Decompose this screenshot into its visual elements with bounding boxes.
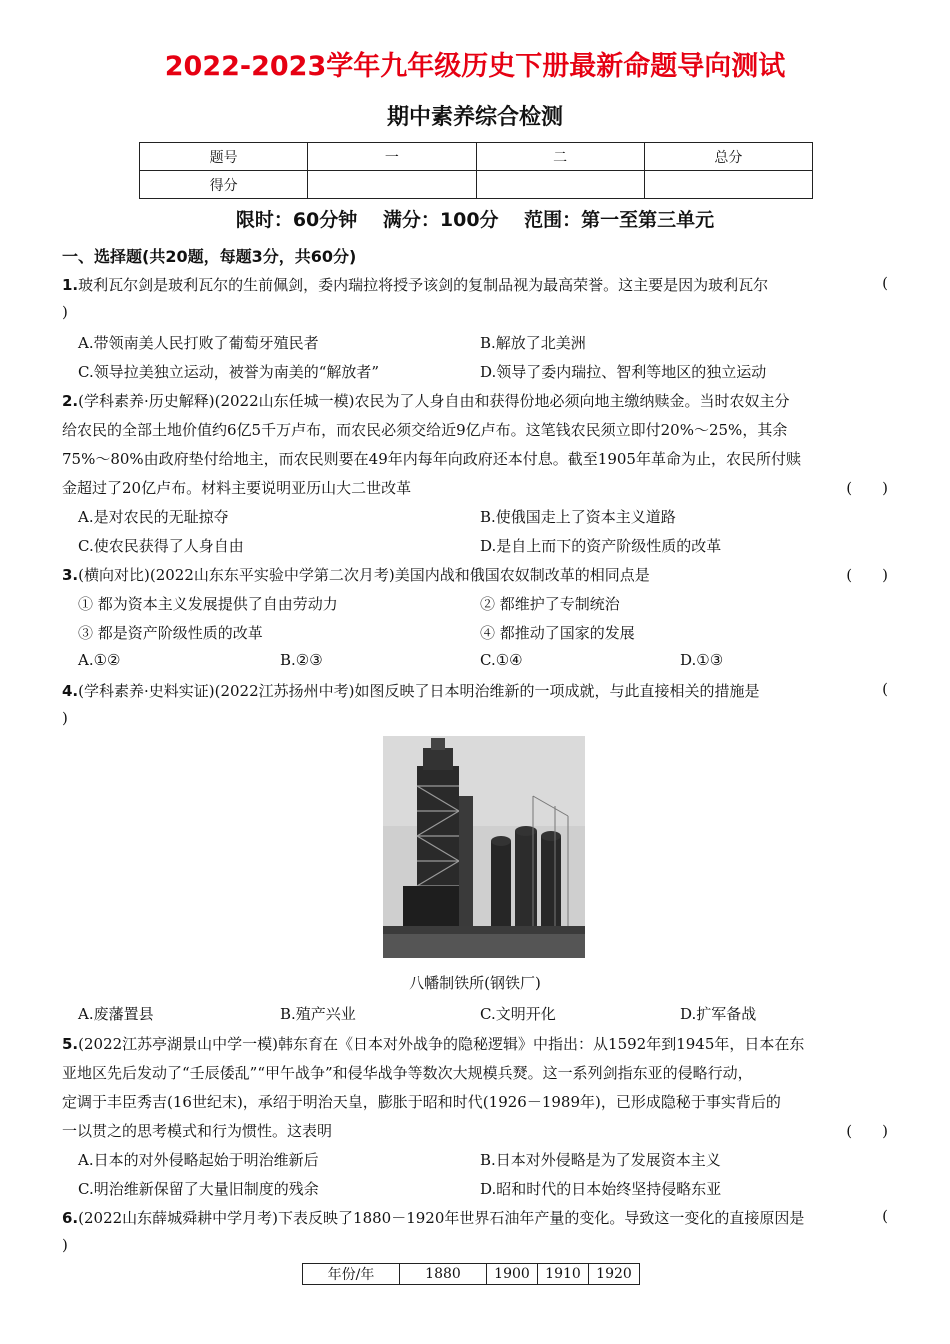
score-cell: 二 bbox=[476, 143, 644, 171]
option-d[interactable]: D.是自上而下的资产阶级性质的改革 bbox=[480, 537, 722, 555]
option-d[interactable]: D.①③ bbox=[680, 651, 724, 669]
option-d[interactable]: D.领导了委内瑞拉、智利等地区的独立运动 bbox=[480, 363, 767, 381]
figure-caption: 八幡制铁所(钢铁厂) bbox=[409, 974, 541, 992]
exam-info: 限时：60分钟 满分：100分 范围：第一至第三单元 bbox=[235, 209, 715, 231]
question-number: 5. bbox=[62, 1035, 79, 1053]
answer-bracket-close: ) bbox=[62, 1236, 68, 1254]
question-text-line: 亚地区先后发动了“壬辰倭乱”“甲午战争”和侵华战争等数次大规模兵燹。这一系列剑指东亚的侵略行动， bbox=[62, 1064, 753, 1082]
oil-production-table bbox=[302, 1263, 640, 1285]
question-text-line: 给农民的全部土地价值约6亿5千万卢布，而农民必须交给近9亿卢布。这笔钱农民须立即付20%～25%，其余 bbox=[62, 421, 788, 439]
option-a[interactable]: A.废藩置县 bbox=[78, 1005, 154, 1023]
score-input-cell[interactable] bbox=[308, 171, 476, 199]
answer-bracket-close: ) bbox=[62, 709, 68, 727]
score-cell: 题号 bbox=[140, 143, 308, 171]
table-header-cell: 1880 bbox=[400, 1264, 487, 1285]
question-text: 金超过了20亿卢布。材料主要说明亚历山大二世改革 bbox=[62, 479, 412, 497]
option-c[interactable]: C.①④ bbox=[480, 651, 523, 669]
answer-bracket-open: ( bbox=[882, 680, 888, 698]
question-text: (2022江苏亭湖景山中学一模)韩东育在《日本对外战争的隐秘逻辑》中指出：从1592年到1945年，日本在东 bbox=[78, 1035, 805, 1053]
answer-bracket-open: ( bbox=[882, 1207, 888, 1225]
question-text: (2022山东薛城舜耕中学月考)下表反映了1880－1920年世界石油年产量的变化。导致这一变化的直接原因是 bbox=[78, 1209, 805, 1227]
question-number: 4. bbox=[62, 682, 79, 700]
option-d[interactable]: D.扩军备战 bbox=[680, 1005, 757, 1023]
question-2 bbox=[62, 390, 888, 411]
question-text-line: 定调于丰臣秀吉(16世纪末)，承绍于明治天皇，膨胀于昭和时代(1926－1989年)，已形成隐秘于事实背后的 bbox=[62, 1093, 781, 1111]
option-d[interactable]: D.昭和时代的日本始终坚持侵略东亚 bbox=[480, 1180, 722, 1198]
option-c[interactable]: C.文明开化 bbox=[480, 1005, 556, 1023]
score-cell: 总分 bbox=[644, 143, 812, 171]
page-subtitle: 期中素养综合检测 bbox=[386, 105, 563, 130]
table-header-cell: 1920 bbox=[589, 1264, 640, 1285]
option-b[interactable]: B.解放了北美洲 bbox=[480, 334, 586, 352]
score-cell: 得分 bbox=[140, 171, 308, 199]
question-number: 2. bbox=[62, 392, 79, 410]
statement-item: ④ 都推动了国家的发展 bbox=[480, 624, 635, 642]
section-heading: 一、选择题(共20题，每题3分，共60分) bbox=[62, 247, 357, 266]
question-number: 6. bbox=[62, 1209, 79, 1227]
question-4 bbox=[62, 680, 888, 701]
option-c[interactable]: C.明治维新保留了大量旧制度的残余 bbox=[78, 1180, 319, 1198]
answer-bracket-open: ( bbox=[882, 274, 888, 292]
statement-item: ② 都维护了专制统治 bbox=[480, 595, 620, 613]
option-a[interactable]: A.①② bbox=[78, 651, 121, 669]
score-input-cell[interactable] bbox=[644, 171, 812, 199]
option-b[interactable]: B.殖产兴业 bbox=[280, 1005, 356, 1023]
statement-item: ③ 都是资产阶级性质的改革 bbox=[78, 624, 263, 642]
option-b[interactable]: B.使俄国走上了资本主义道路 bbox=[480, 508, 676, 526]
option-b[interactable]: B.②③ bbox=[280, 651, 323, 669]
option-c[interactable]: C.领导拉美独立运动，被誉为南美的“解放者” bbox=[78, 363, 380, 381]
question-3 bbox=[62, 564, 888, 585]
score-input-cell[interactable] bbox=[476, 171, 644, 199]
option-a[interactable]: A.带领南美人民打败了葡萄牙殖民者 bbox=[78, 334, 319, 352]
question-number: 3. bbox=[62, 566, 79, 584]
question-text: (学科素养·历史解释)(2022山东任城一模)农民为了人身自由和获得份地必须向地主缴纳赎金。当时农奴主分 bbox=[78, 392, 790, 410]
question-text: (横向对比)(2022山东东平实验中学第二次月考)美国内战和俄国农奴制改革的相同点是 bbox=[78, 566, 650, 584]
answer-bracket-close: ) bbox=[62, 303, 68, 321]
page-title: 2022-2023学年九年级历史下册最新命题导向测试 bbox=[164, 51, 786, 82]
question-6 bbox=[62, 1207, 888, 1228]
table-header-cell: 1900 bbox=[487, 1264, 538, 1285]
table-row bbox=[303, 1264, 640, 1285]
score-cell: 一 bbox=[308, 143, 476, 171]
statement-item: ① 都为资本主义发展提供了自由劳动力 bbox=[78, 595, 338, 613]
steelworks-illustration bbox=[383, 736, 585, 958]
score-table-row bbox=[140, 143, 813, 171]
question-5 bbox=[62, 1033, 888, 1054]
steelworks-photo bbox=[383, 736, 585, 958]
question-text: 一以贯之的思考模式和行为惯性。这表明 bbox=[62, 1122, 333, 1140]
score-table bbox=[139, 142, 813, 199]
option-a[interactable]: A.日本的对外侵略起始于明治维新后 bbox=[78, 1151, 319, 1169]
question-text: (学科素养·史料实证)(2022江苏扬州中考)如图反映了日本明治维新的一项成就，与此直接相关的措施是 bbox=[78, 682, 760, 700]
answer-bracket: ( ) bbox=[846, 566, 888, 584]
answer-bracket: ( ) bbox=[846, 479, 888, 497]
question-number: 1. bbox=[62, 276, 79, 294]
answer-bracket: ( ) bbox=[846, 1122, 888, 1140]
option-c[interactable]: C.使农民获得了人身自由 bbox=[78, 537, 244, 555]
table-header-cell: 年份/年 bbox=[303, 1264, 400, 1285]
option-a[interactable]: A.是对农民的无耻掠夺 bbox=[78, 508, 229, 526]
option-b[interactable]: B.日本对外侵略是为了发展资本主义 bbox=[480, 1151, 721, 1169]
question-text-line: 75%～80%由政府垫付给地主，而农民则要在49年内每年向政府还本付息。截至1905年革命为止，农民所付赎 bbox=[62, 450, 801, 468]
question-1 bbox=[62, 274, 888, 295]
question-text-line bbox=[62, 1120, 888, 1141]
score-table-row bbox=[140, 171, 813, 199]
question-text: 玻利瓦尔剑是玻利瓦尔的生前佩剑，委内瑞拉将授予该剑的复制品视为最高荣誉。这主要是因为玻利瓦尔 bbox=[78, 276, 769, 294]
question-text-line bbox=[62, 477, 888, 498]
table-header-cell: 1910 bbox=[538, 1264, 589, 1285]
